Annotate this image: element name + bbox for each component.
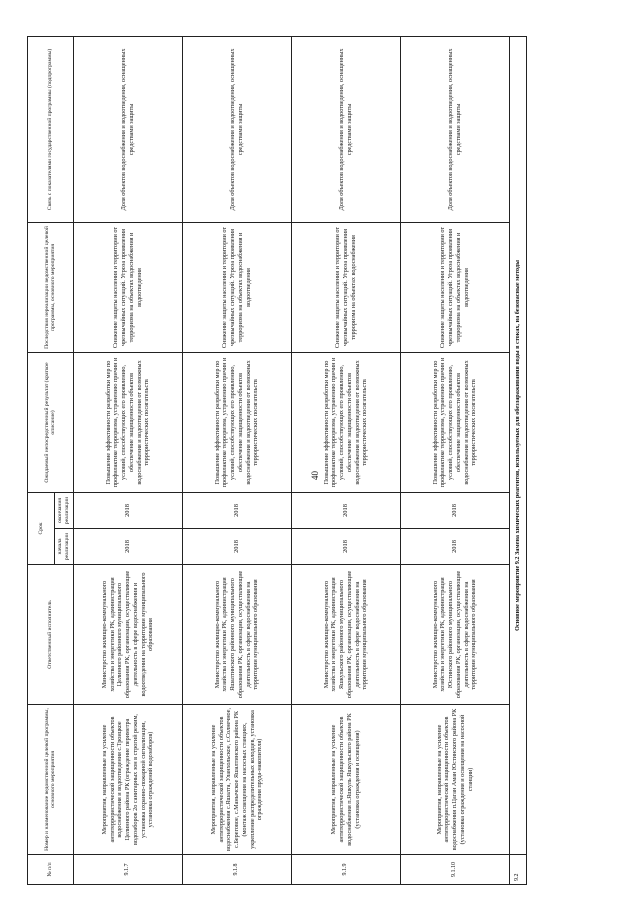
row-name: Мероприятия, направленные на усиление антитеррористической защищенности объектов водоснабжения п.Яшкуль Яшкульского района РК (установка ограждения и освещения) — [291, 705, 400, 855]
header-row — [28, 36, 55, 884]
row-consequences: Снижение защиты населения и территории от чрезвычайных ситуаций. Угроза проявления терроризма на объектах водоснабжения — [291, 222, 400, 352]
row-name: Мероприятия, направленные на усиление антитеррористической защищенности объектов водоснабжения п.Цаган Аман Юстинского района РК (установка ограждения и освещения на насосной станции) — [400, 705, 509, 855]
row-result: Повышение эффективности разработки мер по профилактике терроризма, устранению причин и условий, способствующих его проявлению, обеспечение защищенности объектов водоснабжения и водоотведения от возможных террористических посягательств — [400, 352, 509, 492]
header-result: Ожидаемый непосредственный результат (краткое описание) — [28, 352, 74, 492]
row-consequences: Снижение защиты населения и территории от чрезвычайных ситуаций. Угроза проявления терроризма на объектах водоснабжения и водоотведения — [73, 222, 182, 352]
section-row — [509, 36, 526, 884]
row-consequences: Снижение защиты населения и территории от чрезвычайных ситуаций. Угроза проявления терроризма на объектах водоснабжения и водоотведения — [182, 222, 291, 352]
row-num: 9.1.7 — [73, 855, 182, 885]
row-link: Доля объектов водоснабжения и водоотведения, оснащенных средствами защиты — [400, 36, 509, 222]
row-result: Повышение эффективности разработки мер по профилактике терроризма, устранению причин и условий, способствующих его проявлению, обеспечение защищенности объектов водоснабжения и водоотведения от возможных террористических посягательств — [291, 352, 400, 492]
row-start: 2018 — [291, 529, 400, 565]
table-row — [291, 36, 400, 884]
row-end: 2018 — [291, 492, 400, 528]
page-number: 40 — [310, 471, 320, 480]
row-result: Повышение эффективности разработки мер по профилактике терроризма, устранению причин и условий, способствующих его проявлению, обеспечение защищенности объектов водоснабжения и водоотведения от возможных террористических посягательств — [73, 352, 182, 492]
row-start: 2018 — [73, 529, 182, 565]
row-num: 9.1.10 — [400, 855, 509, 885]
header-start: начала реализации — [55, 529, 74, 565]
row-link: Доля объектов водоснабжения и водоотведения, оснащенных средствами защиты — [291, 36, 400, 222]
row-result: Повышение эффективности разработки мер по профилактике терроризма, устранению причин и условий, способствующих его проявлению, обеспечение защищенности объектов водоснабжения и водоотведения от возможных террористических посягательств — [182, 352, 291, 492]
section-num: 9.2 — [509, 855, 526, 885]
row-name: Мероприятия, направленные на усиление антитеррористической защищенности объектов водоснабжения с.Яшалта, Уланхольское, с.Солнечное, с.Береговое, с.Манычское Яшалтинского района РК (монтаж освещения на насосных станциях, укрепление распределительных колодцев, установка ограждения пруда-накопителя) — [182, 705, 291, 855]
row-name: Мероприятия, направленные на усиление антитеррористической защищенности объектов водоснабжения и водоотведения с.Троицкое Целинного района РК (ограждение периметра водозаборов 2о санитарных зон в строгий режим, установка охранно-пожарной сигнализации, установка ограждений водозаборов) — [73, 705, 182, 855]
row-link: Доля объектов водоснабжения и водоотведения, оснащенных средствами защиты — [182, 36, 291, 222]
row-start: 2018 — [400, 529, 509, 565]
table-row — [400, 36, 509, 884]
measures-table — [27, 36, 527, 885]
row-link: Доля объектов водоснабжения и водоотведения, оснащенных средствами защиты — [73, 36, 182, 222]
section-title: Основное мероприятие 9.2 Замена химических реагентов, используемых для обеззараживания воды в стоках, на безопасные методы — [509, 36, 526, 854]
header-term: Срок — [28, 492, 55, 564]
table-row — [182, 36, 291, 884]
row-num: 9.1.8 — [182, 855, 291, 885]
row-end: 2018 — [182, 492, 291, 528]
row-consequences: Снижение защиты населения и территории от чрезвычайных ситуаций. Угроза проявления терроризма на объектах водоснабжения и водоотведения — [400, 222, 509, 352]
row-start: 2018 — [182, 529, 291, 565]
header-link: Связь с показателями государственной программы (подпрограммы) — [28, 36, 74, 222]
header-name: Номер и наименование ведомственной целевой программы, основного мероприятия — [28, 705, 74, 855]
header-num: № п/п — [28, 855, 74, 885]
header-executor: Ответственный исполнитель — [28, 565, 74, 705]
header-end: окончания реализации — [55, 492, 74, 528]
row-executor: Министерство жилищно-коммунального хозяйства и энергетики РК, администрация Юстинского районного муниципального образования РК, организации, осуществляющие деятельность в сфере водоснабжения на территории муниципального образования — [400, 565, 509, 705]
row-end: 2018 — [73, 492, 182, 528]
row-num: 9.1.9 — [291, 855, 400, 885]
table-row — [73, 36, 182, 884]
rotated-page — [27, 37, 613, 885]
row-executor: Министерство жилищно-коммунального хозяйства и энергетики РК, администрация Целинного районного муниципального образования РК, организации, осуществляющие деятельность в сфере водоснабжения и водоотведения на территории муниципального образования — [73, 565, 182, 705]
row-executor: Министерство жилищно-коммунального хозяйства и энергетики РК, администрация Яшкульского районного муниципального образования РК, организации, осуществляющие деятельность в сфере водоснабжения на территории муниципального образования — [291, 565, 400, 705]
row-end: 2018 — [400, 492, 509, 528]
header-consequences: Последствия нереализации ведомственной целевой программы, основного мероприятия — [28, 222, 74, 352]
row-executor: Министерство жилищно-коммунального хозяйства и энергетики РК, администрация Яшалтинского районного муниципального образования РК, организации, осуществляющие деятельность в сфере водоснабжения на территории муниципального образования — [182, 565, 291, 705]
